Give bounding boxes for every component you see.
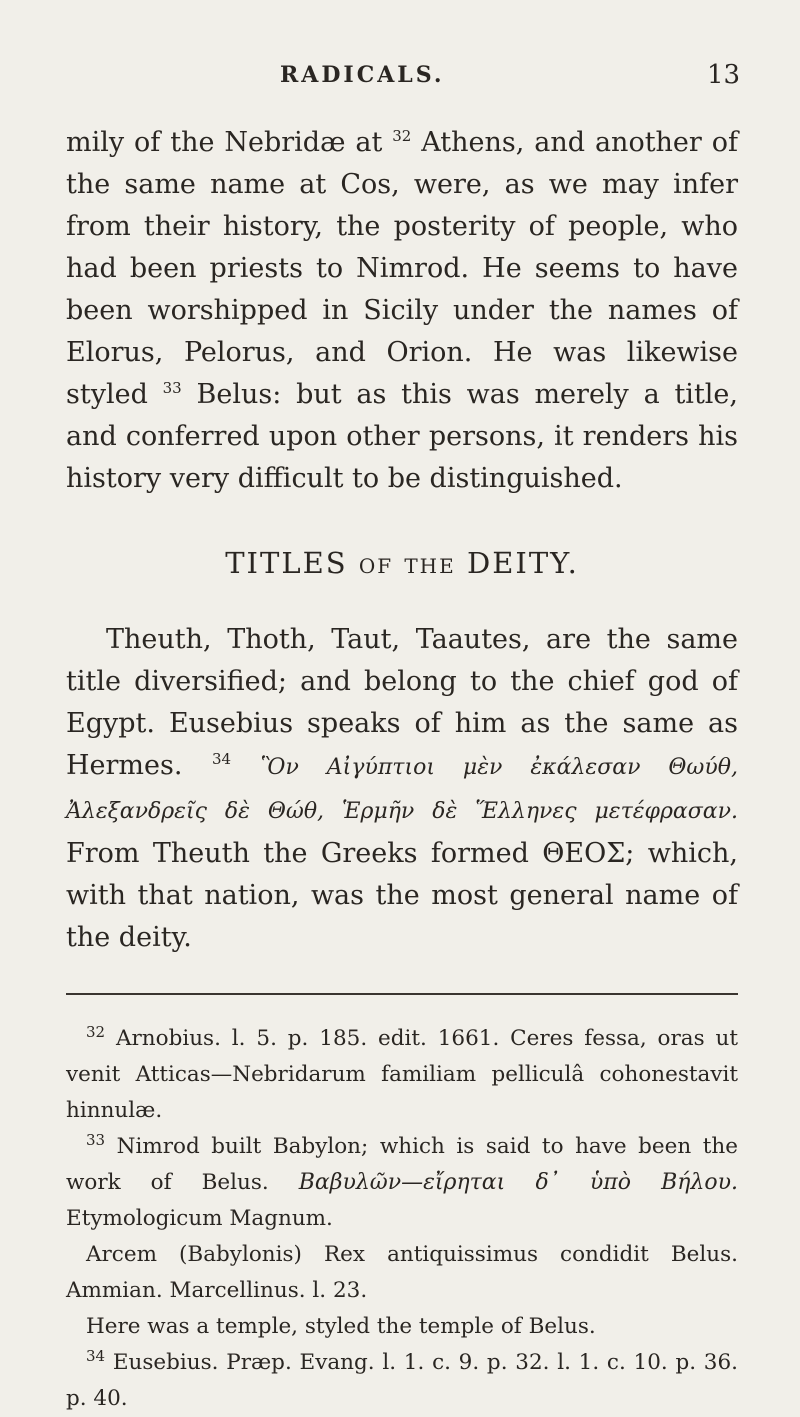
heading-text: TITLES	[225, 546, 359, 580]
paragraph-theuth	[66, 619, 738, 959]
heading-text: OF	[358, 554, 394, 578]
footnote-text: Nimrod built Babylon; which is said to have been the work of Belus.	[66, 1134, 738, 1195]
footnote-text: Arnobius. l. 5. p. 185. edit. 1661. Ceres fessa, oras ut venit Atticas—Nebridarum familiam pelliculâ cohonestavit hinnulæ.	[66, 1026, 738, 1123]
heading-text: DEITY.	[455, 546, 579, 580]
section-heading	[66, 542, 738, 587]
footnote-text: Etymologicum Magnum.	[66, 1206, 333, 1231]
heading-text	[393, 546, 404, 580]
paragraph-nebridae	[66, 122, 738, 500]
footnotes	[66, 1021, 738, 1417]
page-number: 13	[707, 60, 741, 90]
paragraph-text: Theuth, Thoth, Taut, Taautes, are the same title diversified; and belong to the chief god of Egypt. Eusebius speaks of him as the same as Hermes.	[66, 624, 738, 781]
footnote-ref-33: 33	[162, 379, 182, 397]
footnote-greek: Βαβυλῶν—εἴρηται δ᾽ ὑπὸ Βήλου.	[298, 1170, 739, 1195]
greek-quote: Ὃν Αἰγύπτιοι μὲν ἐκάλεσαν Θωύθ, Ἀλεξανδρεῖς δὲ Θώθ, Ἑρμῆν δὲ Ἕλληνες μετέφρασαν.	[66, 755, 738, 824]
footnote-ref-34: 34	[212, 750, 232, 768]
footnote-32	[66, 1021, 738, 1129]
paragraph-text: mily of the Nebridæ at	[66, 127, 393, 158]
footnote-ref-32: 32	[392, 127, 412, 145]
paragraph-text: Belus: but as this was merely a title, and conferred upon other persons, it renders his history very difficult to be distinguished.	[66, 379, 738, 494]
footnote-text: Eusebius. Præp. Evang. l. 1. c. 9. p. 32. l. 1. c. 10. p. 36. p. 40.	[66, 1350, 738, 1411]
footnote-33-temple: Here was a temple, styled the temple of Belus.	[86, 1314, 596, 1339]
footnote-33-continued: Arcem (Babylonis) Rex antiquissimus condidit Belus. Ammian. Marcellinus. l. 23.	[66, 1242, 738, 1303]
main-text	[66, 122, 738, 1417]
page-header	[0, 62, 800, 92]
paragraph-text: From Theuth the Greeks formed ΘΕΟΣ; which, with that nation, was the most general name of the deity.	[66, 838, 738, 953]
footnote-34	[66, 1345, 738, 1417]
footnote-divider	[66, 993, 738, 995]
footnote-number: 32	[86, 1022, 106, 1041]
footnote-number: 33	[86, 1130, 106, 1149]
footnote-33	[66, 1129, 738, 1237]
paragraph-text: Athens, and another of the same name at Cos, were, as we may infer from their history, the posterity of people, who had been priests to Nimrod. He seems to have been worshipped in Sicily under the names of Elorus, Pelorus, and Orion. He was likewise styled	[66, 127, 738, 410]
heading-text: THE	[404, 554, 456, 578]
running-title: RADICALS.	[280, 62, 445, 88]
footnote-number: 34	[86, 1346, 106, 1365]
